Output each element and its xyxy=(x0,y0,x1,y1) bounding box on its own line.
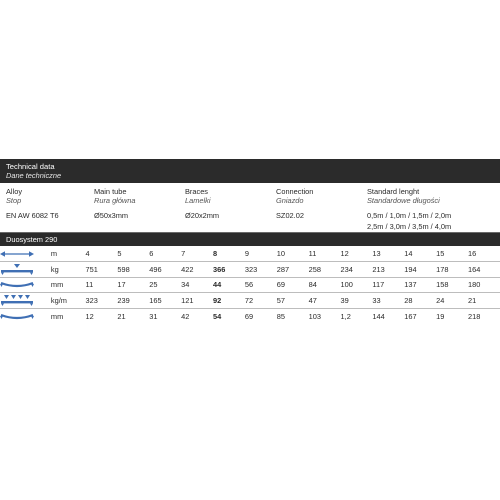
table-cell: 8 xyxy=(213,246,245,262)
table-row xyxy=(0,246,500,262)
table-cell: 144 xyxy=(372,311,385,321)
table-cell: 218 xyxy=(468,311,481,321)
table-cell: 9 xyxy=(245,246,277,262)
span-length-icon xyxy=(0,249,34,259)
spec-alloy-label: Alloy xyxy=(6,187,23,196)
spec-connection-label: Connection xyxy=(276,187,314,196)
spec-braces-sub: Lamelki xyxy=(185,196,211,205)
table-cell: 496 xyxy=(149,262,181,278)
spec-standard-length-value-2: 2,5m / 3,0m / 3,5m / 4,0m xyxy=(367,222,452,231)
table-cell: 100 xyxy=(341,277,373,293)
table-cell: 258 xyxy=(309,262,341,278)
spec-main-tube-label: Main tube xyxy=(94,187,127,196)
table-cell: 751 xyxy=(86,262,118,278)
table-cell: 323 xyxy=(86,293,118,309)
table-cell: 44 xyxy=(213,277,245,293)
table-cell: 85 xyxy=(276,311,286,321)
table-cell: 92 xyxy=(213,293,245,309)
table-cell: 33 xyxy=(372,293,404,309)
table-cell: 5 xyxy=(117,246,149,262)
table-cell: 19 xyxy=(436,311,445,321)
table-row xyxy=(0,308,500,324)
table-cell: 11 xyxy=(86,277,118,293)
table-cell: 121 xyxy=(181,293,213,309)
table-cell: 234 xyxy=(341,262,373,278)
table-cell: 34 xyxy=(181,277,213,293)
spec-braces-value: Ø20x2mm xyxy=(185,211,220,220)
table-cell: 287 xyxy=(277,262,309,278)
row-unit: m xyxy=(51,246,86,262)
table-cell: 178 xyxy=(436,262,468,278)
table-cell: 84 xyxy=(309,277,341,293)
table-cell: 158 xyxy=(436,277,468,293)
technical-specs xyxy=(0,183,500,233)
table-cell: 47 xyxy=(309,293,341,309)
table-cell: 10 xyxy=(277,246,309,262)
table-cell: 14 xyxy=(404,246,436,262)
table-cell: 69 xyxy=(277,277,309,293)
table-cell: 31 xyxy=(149,311,158,321)
load-table xyxy=(0,246,500,324)
table-cell: 239 xyxy=(117,293,149,309)
table-cell: 422 xyxy=(181,262,213,278)
table-cell: 54 xyxy=(213,311,222,321)
table-cell: 56 xyxy=(245,277,277,293)
table-cell: 164 xyxy=(468,262,500,278)
table-cell: 15 xyxy=(436,246,468,262)
spec-alloy xyxy=(6,187,59,220)
duosystem-title: Duosystem 290 xyxy=(6,235,58,244)
spec-alloy-value: EN AW 6082 T6 xyxy=(6,211,59,220)
spec-standard-length-sub: Standardowe długości xyxy=(367,196,440,205)
table-cell: 57 xyxy=(277,293,309,309)
uniform-deflection-icon xyxy=(0,279,34,290)
technical-sheet xyxy=(0,159,500,324)
table-cell: 69 xyxy=(244,311,254,321)
table-cell: 167 xyxy=(404,311,417,321)
table-cell: 1,2 xyxy=(340,311,351,321)
table-cell: 25 xyxy=(149,277,181,293)
table-cell: 24 xyxy=(436,293,468,309)
row-unit: kg xyxy=(51,262,86,278)
table-cell: 165 xyxy=(149,293,181,309)
table-cell: 11 xyxy=(309,246,341,262)
spec-main-tube-value: Ø50x3mm xyxy=(94,211,129,220)
table-cell: 366 xyxy=(213,262,245,278)
distributed-deflection-icon xyxy=(0,311,34,322)
table-cell: 137 xyxy=(404,277,436,293)
technical-data-header xyxy=(0,159,500,183)
table-cell: 13 xyxy=(372,246,404,262)
spec-connection-sub: Gniazdo xyxy=(276,196,304,205)
technical-data-subtitle: Dane techniczne xyxy=(6,171,62,180)
table-cell: 6 xyxy=(149,246,181,262)
spec-braces xyxy=(185,187,219,220)
spec-standard-length xyxy=(367,187,451,231)
spec-main-tube xyxy=(94,187,136,220)
table-cell: 598 xyxy=(117,262,149,278)
table-row xyxy=(0,293,500,309)
table-cell: 28 xyxy=(404,293,436,309)
table-cell: 17 xyxy=(117,277,149,293)
table-cell: 12 xyxy=(85,311,94,321)
table-cell: 4 xyxy=(86,246,118,262)
table-cell: 42 xyxy=(181,311,190,321)
uniform-load-icon xyxy=(0,264,34,275)
spec-standard-length-label: Standard lenght xyxy=(367,187,420,196)
table-cell: 21 xyxy=(117,311,126,321)
distributed-load-icon xyxy=(0,295,34,306)
table-cell: 21 xyxy=(468,293,500,309)
table-cell: 103 xyxy=(308,311,322,321)
duosystem-header xyxy=(0,233,500,246)
spec-braces-label: Braces xyxy=(185,187,209,196)
technical-data-title: Technical data xyxy=(6,162,55,171)
table-cell: 72 xyxy=(245,293,277,309)
table-cell: 16 xyxy=(468,246,500,262)
table-row xyxy=(0,262,500,278)
table-cell: 323 xyxy=(245,262,277,278)
table-cell: 117 xyxy=(372,277,404,293)
row-unit: kg/m xyxy=(51,293,86,309)
table-row xyxy=(0,277,500,293)
table-cell: 7 xyxy=(181,246,213,262)
table-cell: 194 xyxy=(404,262,436,278)
table-cell: 12 xyxy=(341,246,373,262)
spec-connection xyxy=(276,187,313,220)
table-cell: 213 xyxy=(372,262,404,278)
row-unit: mm xyxy=(50,311,64,321)
spec-connection-value: SZ02.02 xyxy=(276,211,304,220)
spec-main-tube-sub: Rura główna xyxy=(94,196,136,205)
table-cell: 180 xyxy=(468,277,500,293)
spec-standard-length-value-1: 0,5m / 1,0m / 1,5m / 2,0m xyxy=(367,211,452,220)
table-cell: 39 xyxy=(341,293,373,309)
row-unit: mm xyxy=(51,277,86,293)
spec-alloy-sub: Stop xyxy=(6,196,22,205)
